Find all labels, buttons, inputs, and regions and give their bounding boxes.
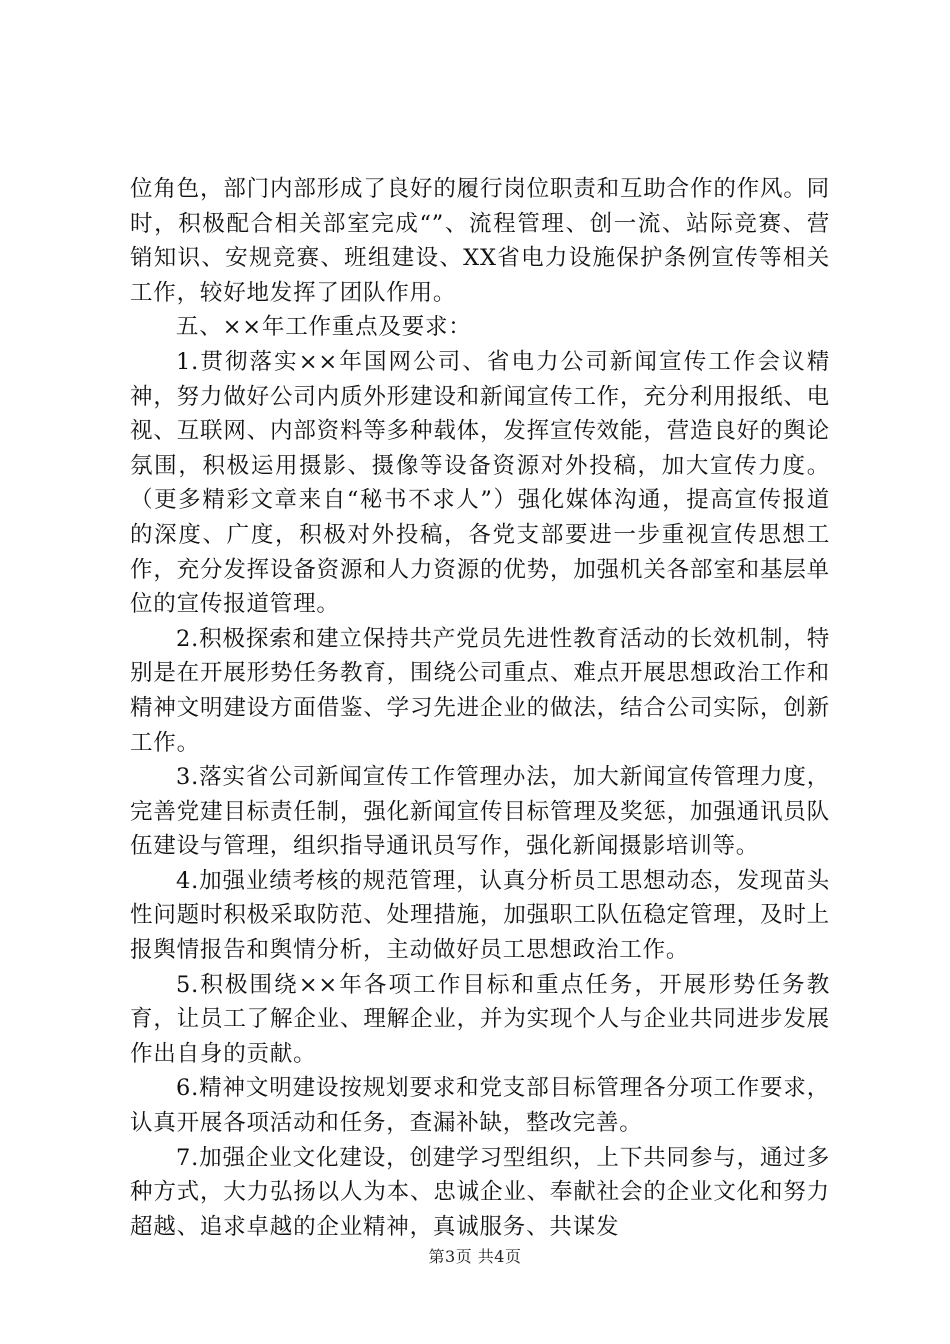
list-item-2: 2.积极探索和建立保持共产党员先进性教育活动的长效机制，特别是在开展形势任务教育，围绕公司重点、难点开展思想政治工作和精神文明建设方面借鉴、学习先进企业的做法，结合公司实际，创新工作。 [130,625,830,756]
list-item-3: 3.落实省公司新闻宣传工作管理办法，加大新闻宣传管理力度，完善党建目标责任制，强化新闻宣传目标管理及奖惩，加强通讯员队伍建设与管理，组织指导通讯员写作，强化新闻摄影培训等。 [130,764,830,860]
list-item-7: 7.加强企业文化建设，创建学习型组织，上下共同参与，通过多种方式，大力弘扬以人为本、忠诚企业、奉献社会的企业文化和努力超越、追求卓越的企业精神，真诚服务、共谋发 [130,1144,830,1240]
list-item-1: 1.贯彻落实××年国网公司、省电力公司新闻宣传工作会议精神，努力做好公司内质外形建设和新闻宣传工作，充分利用报纸、电视、互联网、内部资料等多种载体，发挥宣传效能，营造良好的舆论氛围，积极运用摄影、摄像等设备资源对外投稿，加大宣传力度。（更多精彩文章来自“秘书不求人”）强化媒体沟通，提高宣传报道的深度、广度，积极对外投稿，各党支部要进一步重视宣传思想工作，充分发挥设备资源和人力资源的优势，加强机关各部室和基层单位的宣传报道管理。 [130,348,830,618]
list-item-4: 4.加强业绩考核的规范管理，认真分析员工思想动态，发现苗头性问题时积极采取防范、处理措施，加强职工队伍稳定管理，及时上报舆情报告和舆情分析，主动做好员工思想政治工作。 [130,867,830,964]
document-body [130,172,830,1244]
page-number-footer: 第3页 共4页 [428,1247,522,1266]
section-heading: 五、××年工作重点及要求： [176,314,472,341]
paragraph-continued: 位角色，部门内部形成了良好的履行岗位职责和互助合作的作风。同时，积极配合相关部室完成“”、流程管理、创一流、站际竞赛、营销知识、安规竞赛、班组建设、XX省电力设施保护条例宣传等相关工作，较好地发挥了团队作用。 [130,176,830,306]
list-item-6: 6.精神文明建设按规划要求和党支部目标管理各分项工作要求，认真开展各项活动和任务，查漏补缺，整改完善。 [130,1075,830,1137]
list-item-5: 5.积极围绕××年各项工作目标和重点任务，开展形势任务教育，让员工了解企业、理解企业，并为实现个人与企业共同进步发展作出自身的贡献。 [130,971,830,1067]
